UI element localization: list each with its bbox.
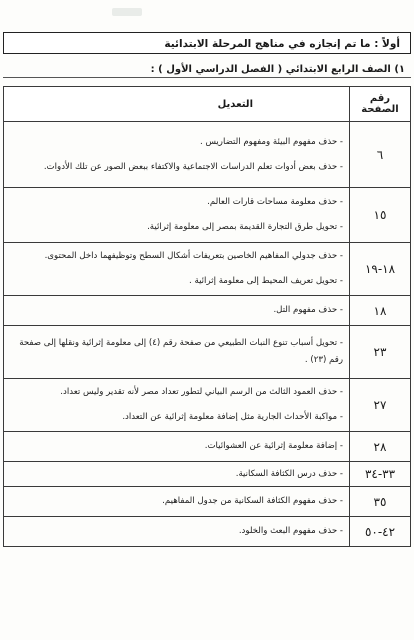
modification-line: - مواكبة الأحداث الجارية مثل إضافة معلومة إثرائية عن التعداد. [122, 412, 343, 422]
modification-line: - حذف معلومة مساحات قارات العالم. [207, 197, 343, 207]
modification-cell [4, 188, 350, 243]
modification-cell [4, 517, 350, 547]
table-header-row [4, 87, 411, 122]
table-row [4, 243, 411, 296]
modification-cell [4, 296, 350, 326]
header-modification: التعديل [4, 87, 350, 122]
page-number-cell: ٢٨ [350, 432, 411, 462]
modification-cell [4, 243, 350, 296]
modification-cell [4, 326, 350, 379]
modifications-table [3, 86, 411, 547]
table-row [4, 487, 411, 517]
modification-line: - تحويل طرق التجارة القديمة بمصر إلى معلومة إثرائية. [147, 222, 343, 232]
page-number-cell: ٢٣ [350, 326, 411, 379]
page-number-cell: ٤٢-٥٠ [350, 517, 411, 547]
modification-line: - حذف مفهوم التل. [273, 305, 343, 315]
modification-line: - حذف مفهوم البيئة ومفهوم التضاريس . [199, 136, 343, 147]
page-number-cell: ٣٣-٣٤ [350, 462, 411, 487]
modification-cell [4, 432, 350, 462]
page-number-cell: ٦ [350, 122, 411, 188]
modification-cell [4, 379, 350, 432]
page-number-cell: ٣٥ [350, 487, 411, 517]
table-row [4, 517, 411, 547]
modification-line: - حذف مفهوم الكثافة السكانية من جدول المفاهيم. [162, 496, 343, 506]
page-number-cell: ١٨ [350, 296, 411, 326]
modification-cell [4, 462, 350, 487]
page-number-cell: ١٥ [350, 188, 411, 243]
header-page-number: رقم الصفحة [350, 87, 411, 122]
page-number-cell: ١٨-١٩ [350, 243, 411, 296]
page-number-cell: ٢٧ [350, 379, 411, 432]
section-heading: ١) الصف الرابع الابتدائي ( الفصل الدراسي الأول ) : [3, 62, 411, 78]
modification-line: - حذف درس الكثافة السكانية. [235, 468, 343, 479]
modification-line: - تحويل تعريف المحيط إلى معلومة إثرائية . [189, 276, 343, 286]
table-row [4, 462, 411, 487]
modification-cell [4, 122, 350, 188]
modification-line: - حذف العمود الثالث من الرسم البياني لتطور تعداد مصر لأنه تقدير وليس تعداد. [60, 387, 343, 397]
table-row [4, 188, 411, 243]
faint-stamp [112, 8, 142, 16]
table-row [4, 326, 411, 379]
table-row [4, 379, 411, 432]
modification-line: - حذف جدولي المفاهيم الخاصين بتعريفات أشكال السطح وتوظيفهما داخل المحتوى. [44, 251, 343, 261]
table-row [4, 122, 411, 188]
modification-line: رقم (٢٣) . [304, 355, 343, 365]
table-row [4, 432, 411, 462]
modification-line: - حذف مفهوم البعث والخلود. [238, 526, 343, 536]
table-row [4, 296, 411, 326]
modification-cell [4, 487, 350, 517]
modification-line: - إضافة معلومة إثرائية عن العشوائيات. [204, 441, 343, 451]
modification-line: - تحويل أسباب تنوع النبات الطبيعي من صفحة رقم (٤) إلى معلومة إثرائية ونقلها إلى صفحة [19, 338, 343, 348]
document-title: أولاً : ما تم إنجازه في مناهج المرحلة الابتدائية [3, 32, 411, 54]
modification-line: - حذف بعض أدوات تعلم الدراسات الاجتماعية والاكتفاء ببعض الصور عن تلك الأدوات. [43, 161, 343, 172]
